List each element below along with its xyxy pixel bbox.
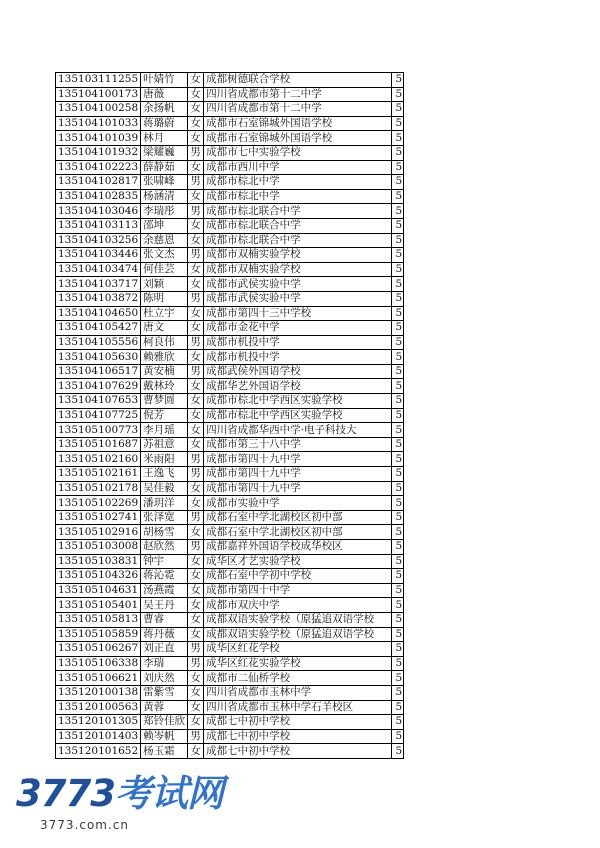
- student-name-cell: 汤燕霞: [141, 583, 188, 598]
- student-name-cell: 余扬帆: [141, 102, 188, 117]
- student-name-cell: 苏祖意: [141, 437, 188, 452]
- score-cell: 5: [392, 277, 404, 292]
- exam-number-cell: 135105104326: [56, 569, 141, 584]
- gender-cell: 女: [188, 685, 204, 700]
- table-row: [56, 116, 404, 131]
- student-name-cell: 梁耀巍: [141, 145, 188, 160]
- score-cell: 5: [392, 102, 404, 117]
- table-row: [56, 175, 404, 190]
- school-cell: 成都市二仙桥学校: [204, 671, 392, 686]
- table-row: [56, 394, 404, 409]
- table-row: [56, 321, 404, 336]
- exam-number-cell: 135105104631: [56, 583, 141, 598]
- score-cell: 5: [392, 685, 404, 700]
- student-name-cell: 林月: [141, 131, 188, 146]
- gender-cell: 女: [188, 423, 204, 438]
- student-name-cell: 黄安楠: [141, 364, 188, 379]
- table-row: [56, 408, 404, 423]
- exam-number-cell: 135104106517: [56, 364, 141, 379]
- score-cell: 5: [392, 554, 404, 569]
- gender-cell: 女: [188, 306, 204, 321]
- score-cell: 5: [392, 656, 404, 671]
- school-cell: 成都七中初中学校: [204, 744, 392, 759]
- table-row: [56, 189, 404, 204]
- school-cell: 成都树德联合学校: [204, 73, 392, 88]
- gender-cell: 女: [188, 233, 204, 248]
- school-cell: 成都市第四十九中学: [204, 452, 392, 467]
- exam-number-cell: 135105102916: [56, 525, 141, 540]
- school-cell: 成都双语实验学校（原猛追双语学校: [204, 612, 392, 627]
- table-row: [56, 598, 404, 613]
- table-row: [56, 671, 404, 686]
- school-cell: 成华区红花实验学校: [204, 656, 392, 671]
- student-name-cell: 刘颖: [141, 277, 188, 292]
- gender-cell: 女: [188, 262, 204, 277]
- score-cell: 5: [392, 350, 404, 365]
- gender-cell: 女: [188, 744, 204, 759]
- score-cell: 5: [392, 467, 404, 482]
- score-cell: 5: [392, 131, 404, 146]
- student-name-cell: 吴王丹: [141, 598, 188, 613]
- school-cell: 成都市双楠实验学校: [204, 248, 392, 263]
- table-row: [56, 583, 404, 598]
- school-cell: 成都武侯外国语学校: [204, 364, 392, 379]
- score-cell: 5: [392, 642, 404, 657]
- score-cell: 5: [392, 627, 404, 642]
- exam-number-cell: 135105102161: [56, 467, 141, 482]
- exam-number-cell: 135104105556: [56, 335, 141, 350]
- gender-cell: 女: [188, 394, 204, 409]
- school-cell: 四川省成都市玉林中学: [204, 685, 392, 700]
- student-name-cell: 王逸飞: [141, 467, 188, 482]
- score-cell: 5: [392, 321, 404, 336]
- school-cell: 成都市实验中学: [204, 496, 392, 511]
- student-name-cell: 蒋沁霓: [141, 569, 188, 584]
- student-name-cell: 唐薇: [141, 87, 188, 102]
- school-cell: 成都市棕北联合中学: [204, 218, 392, 233]
- score-cell: 5: [392, 612, 404, 627]
- student-name-cell: 吴佳毅: [141, 481, 188, 496]
- exam-number-cell: 135105105813: [56, 612, 141, 627]
- student-name-cell: 蒋丹薇: [141, 627, 188, 642]
- score-cell: 5: [392, 481, 404, 496]
- student-name-cell: 薛静茹: [141, 160, 188, 175]
- school-cell: 四川省成都市第十二中学: [204, 102, 392, 117]
- student-name-cell: 杨玉霜: [141, 744, 188, 759]
- student-name-cell: 赖雅欣: [141, 350, 188, 365]
- exam-number-cell: 135104102817: [56, 175, 141, 190]
- school-cell: 成都华艺外国语学校: [204, 379, 392, 394]
- school-cell: 成都市第四十九中学: [204, 481, 392, 496]
- score-cell: 5: [392, 525, 404, 540]
- score-cell: 5: [392, 569, 404, 584]
- gender-cell: 男: [188, 540, 204, 555]
- gender-cell: 女: [188, 554, 204, 569]
- school-cell: 成都市双庆中学: [204, 598, 392, 613]
- student-list-table: [55, 72, 404, 759]
- school-cell: 成都七中初中学校: [204, 729, 392, 744]
- exam-number-cell: 135104101039: [56, 131, 141, 146]
- student-name-cell: 何佳芸: [141, 262, 188, 277]
- score-cell: 5: [392, 437, 404, 452]
- exam-number-cell: 135105102741: [56, 510, 141, 525]
- school-cell: 成都石室中学北湖校区初中部: [204, 510, 392, 525]
- student-name-cell: 蒋璐蔚: [141, 116, 188, 131]
- exam-number-cell: 135105106267: [56, 642, 141, 657]
- student-name-cell: 倪芳: [141, 408, 188, 423]
- table-row: [56, 452, 404, 467]
- student-name-cell: 胡杨雪: [141, 525, 188, 540]
- gender-cell: 女: [188, 87, 204, 102]
- table-row: [56, 73, 404, 88]
- table-row: [56, 627, 404, 642]
- score-cell: 5: [392, 248, 404, 263]
- exam-number-cell: 135104103113: [56, 218, 141, 233]
- school-cell: 四川省成都市第十二中学: [204, 87, 392, 102]
- student-name-cell: 李瑞彤: [141, 204, 188, 219]
- score-cell: 5: [392, 379, 404, 394]
- exam-number-cell: 135105103008: [56, 540, 141, 555]
- table-row: [56, 496, 404, 511]
- table-row: [56, 685, 404, 700]
- exam-number-cell: 135105106621: [56, 671, 141, 686]
- exam-number-cell: 135105102178: [56, 481, 141, 496]
- gender-cell: 女: [188, 700, 204, 715]
- table-row: [56, 379, 404, 394]
- table-row: [56, 481, 404, 496]
- exam-number-cell: 135105105859: [56, 627, 141, 642]
- gender-cell: 女: [188, 671, 204, 686]
- score-cell: 5: [392, 116, 404, 131]
- student-name-cell: 曹睿: [141, 612, 188, 627]
- school-cell: 成都市棕北联合中学: [204, 233, 392, 248]
- student-name-cell: 刘正直: [141, 642, 188, 657]
- gender-cell: 女: [188, 350, 204, 365]
- gender-cell: 女: [188, 481, 204, 496]
- exam-number-cell: 135104103474: [56, 262, 141, 277]
- gender-cell: 男: [188, 248, 204, 263]
- student-name-cell: 余慈恩: [141, 233, 188, 248]
- school-cell: 成都市第四十三中学校: [204, 306, 392, 321]
- gender-cell: 男: [188, 467, 204, 482]
- school-cell: 成都市武侯实验中学: [204, 277, 392, 292]
- score-cell: 5: [392, 160, 404, 175]
- exam-number-cell: 135104100258: [56, 102, 141, 117]
- school-cell: 成都七中初中学校: [204, 715, 392, 730]
- gender-cell: 男: [188, 729, 204, 744]
- table-row: [56, 248, 404, 263]
- score-cell: 5: [392, 335, 404, 350]
- score-cell: 5: [392, 452, 404, 467]
- exam-number-cell: 135104101932: [56, 145, 141, 160]
- exam-number-cell: 135105105401: [56, 598, 141, 613]
- exam-number-cell: 135104102223: [56, 160, 141, 175]
- exam-number-cell: 135103111255: [56, 73, 141, 88]
- table-row: [56, 364, 404, 379]
- school-cell: 成都市棕北中学: [204, 175, 392, 190]
- school-cell: 成都石室中学北湖校区初中部: [204, 525, 392, 540]
- score-cell: 5: [392, 729, 404, 744]
- gender-cell: 女: [188, 189, 204, 204]
- table-row: [56, 540, 404, 555]
- exam-number-cell: 135120101652: [56, 744, 141, 759]
- student-name-cell: 李瑞: [141, 656, 188, 671]
- site-url: 3773.com.cn: [40, 818, 129, 832]
- student-name-cell: 戴林玲: [141, 379, 188, 394]
- table-row: [56, 729, 404, 744]
- school-cell: 成都双语实验学校（原猛追双语学校: [204, 627, 392, 642]
- exam-number-cell: 135105101687: [56, 437, 141, 452]
- student-name-cell: 杜立宇: [141, 306, 188, 321]
- table-row: [56, 715, 404, 730]
- gender-cell: 女: [188, 408, 204, 423]
- student-name-cell: 唐文: [141, 321, 188, 336]
- gender-cell: 女: [188, 715, 204, 730]
- student-name-cell: 雷紫雪: [141, 685, 188, 700]
- score-cell: 5: [392, 598, 404, 613]
- exam-number-cell: 135104107653: [56, 394, 141, 409]
- score-cell: 5: [392, 87, 404, 102]
- student-name-cell: 李月瑶: [141, 423, 188, 438]
- school-cell: 成都市棕北中学西区实验学校: [204, 394, 392, 409]
- table-row: [56, 291, 404, 306]
- school-cell: 成都市石室锦城外国语学校: [204, 131, 392, 146]
- logo-chinese: 考试网: [114, 772, 223, 815]
- gender-cell: 男: [188, 642, 204, 657]
- school-cell: 成都市机投中学: [204, 350, 392, 365]
- table-row: [56, 145, 404, 160]
- gender-cell: 女: [188, 102, 204, 117]
- exam-number-cell: 135104103717: [56, 277, 141, 292]
- school-cell: 成都市第四十九中学: [204, 467, 392, 482]
- school-cell: 成都市棕北中学: [204, 189, 392, 204]
- gender-cell: 女: [188, 160, 204, 175]
- score-cell: 5: [392, 364, 404, 379]
- gender-cell: 男: [188, 510, 204, 525]
- score-cell: 5: [392, 423, 404, 438]
- exam-number-cell: 135104105630: [56, 350, 141, 365]
- student-name-cell: 钟宇: [141, 554, 188, 569]
- gender-cell: 女: [188, 569, 204, 584]
- school-cell: 成都市棕北联合中学: [204, 204, 392, 219]
- score-cell: 5: [392, 394, 404, 409]
- gender-cell: 男: [188, 145, 204, 160]
- school-cell: 成都市金花中学: [204, 321, 392, 336]
- score-cell: 5: [392, 73, 404, 88]
- school-cell: 四川省成都华西中学·电子科技大: [204, 423, 392, 438]
- gender-cell: 男: [188, 335, 204, 350]
- student-name-cell: 曹梦圆: [141, 394, 188, 409]
- school-cell: 成都石室中学初中学校: [204, 569, 392, 584]
- gender-cell: 女: [188, 379, 204, 394]
- score-cell: 5: [392, 496, 404, 511]
- school-cell: 成都市七中实验学校: [204, 145, 392, 160]
- gender-cell: 男: [188, 656, 204, 671]
- student-name-cell: 杨涵清: [141, 189, 188, 204]
- score-cell: 5: [392, 700, 404, 715]
- student-name-cell: 邵坤: [141, 218, 188, 233]
- table-row: [56, 102, 404, 117]
- gender-cell: 男: [188, 364, 204, 379]
- school-cell: 成都市第三十八中学: [204, 437, 392, 452]
- exam-number-cell: 135105102160: [56, 452, 141, 467]
- exam-number-cell: 135104103446: [56, 248, 141, 263]
- table-row: [56, 569, 404, 584]
- exam-number-cell: 135105106338: [56, 656, 141, 671]
- exam-number-cell: 135104107725: [56, 408, 141, 423]
- school-cell: 成都市武侯实验中学: [204, 291, 392, 306]
- table-row: [56, 554, 404, 569]
- exam-number-cell: 135104103256: [56, 233, 141, 248]
- school-cell: 成都嘉祥外国语学校成华校区: [204, 540, 392, 555]
- table-row: [56, 612, 404, 627]
- table-row: [56, 131, 404, 146]
- exam-number-cell: 135105103831: [56, 554, 141, 569]
- gender-cell: 女: [188, 627, 204, 642]
- table-row: [56, 160, 404, 175]
- school-cell: 成都市双楠实验学校: [204, 262, 392, 277]
- score-cell: 5: [392, 291, 404, 306]
- exam-number-cell: 135105100773: [56, 423, 141, 438]
- score-cell: 5: [392, 671, 404, 686]
- table-row: [56, 744, 404, 759]
- table-row: [56, 233, 404, 248]
- exam-number-cell: 135104101033: [56, 116, 141, 131]
- table-row: [56, 423, 404, 438]
- table-row: [56, 700, 404, 715]
- table-row: [56, 218, 404, 233]
- gender-cell: 女: [188, 583, 204, 598]
- table-row: [56, 262, 404, 277]
- exam-number-cell: 135104104650: [56, 306, 141, 321]
- gender-cell: 女: [188, 277, 204, 292]
- score-cell: 5: [392, 510, 404, 525]
- gender-cell: 男: [188, 175, 204, 190]
- score-cell: 5: [392, 744, 404, 759]
- student-name-cell: 张文杰: [141, 248, 188, 263]
- score-cell: 5: [392, 262, 404, 277]
- student-name-cell: 潘玥洋: [141, 496, 188, 511]
- exam-number-cell: 135104107629: [56, 379, 141, 394]
- student-name-cell: 黄蓉: [141, 700, 188, 715]
- student-name-cell: 柯良伟: [141, 335, 188, 350]
- table-row: [56, 510, 404, 525]
- gender-cell: 女: [188, 496, 204, 511]
- site-logo: [16, 774, 223, 814]
- exam-number-cell: 135120101305: [56, 715, 141, 730]
- student-name-cell: 米雨阳: [141, 452, 188, 467]
- student-name-cell: 张泽宽: [141, 510, 188, 525]
- school-cell: 成都市石室锦城外国语学校: [204, 116, 392, 131]
- student-name-cell: 赵欣然: [141, 540, 188, 555]
- score-cell: 5: [392, 189, 404, 204]
- table-row: [56, 306, 404, 321]
- gender-cell: 女: [188, 73, 204, 88]
- table-row: [56, 277, 404, 292]
- student-name-cell: 赖岑帆: [141, 729, 188, 744]
- gender-cell: 女: [188, 525, 204, 540]
- school-cell: 成都市西川中学: [204, 160, 392, 175]
- school-cell: 成华区红花学校: [204, 642, 392, 657]
- student-name-cell: 陈明: [141, 291, 188, 306]
- table-row: [56, 350, 404, 365]
- score-cell: 5: [392, 583, 404, 598]
- exam-number-cell: 135104105427: [56, 321, 141, 336]
- score-cell: 5: [392, 715, 404, 730]
- gender-cell: 女: [188, 437, 204, 452]
- score-cell: 5: [392, 175, 404, 190]
- score-cell: 5: [392, 408, 404, 423]
- table-row: [56, 204, 404, 219]
- school-cell: 四川省成都市玉林中学石羊校区: [204, 700, 392, 715]
- score-cell: 5: [392, 145, 404, 160]
- student-name-cell: 张啸峰: [141, 175, 188, 190]
- gender-cell: 女: [188, 321, 204, 336]
- table-row: [56, 87, 404, 102]
- exam-number-cell: 135104102835: [56, 189, 141, 204]
- exam-number-cell: 135104103872: [56, 291, 141, 306]
- gender-cell: 女: [188, 612, 204, 627]
- logo-digits: 3773: [16, 772, 115, 815]
- student-name-cell: 郑铃佳欣: [141, 715, 188, 730]
- gender-cell: 男: [188, 291, 204, 306]
- score-cell: 5: [392, 306, 404, 321]
- student-name-cell: 叶婧竹: [141, 73, 188, 88]
- exam-number-cell: 135120101403: [56, 729, 141, 744]
- gender-cell: 男: [188, 204, 204, 219]
- table-row: [56, 467, 404, 482]
- exam-number-cell: 135120100138: [56, 685, 141, 700]
- exam-number-cell: 135105102269: [56, 496, 141, 511]
- exam-number-cell: 135104100173: [56, 87, 141, 102]
- student-name-cell: 刘庆然: [141, 671, 188, 686]
- exam-number-cell: 135120100563: [56, 700, 141, 715]
- school-cell: 成都市棕北中学西区实验学校: [204, 408, 392, 423]
- score-cell: 5: [392, 218, 404, 233]
- table-row: [56, 437, 404, 452]
- school-cell: 成都市第四十中学: [204, 583, 392, 598]
- table-row: [56, 335, 404, 350]
- score-cell: 5: [392, 233, 404, 248]
- gender-cell: 女: [188, 131, 204, 146]
- school-cell: 成都市机投中学: [204, 335, 392, 350]
- score-cell: 5: [392, 540, 404, 555]
- table-row: [56, 656, 404, 671]
- gender-cell: 男: [188, 452, 204, 467]
- gender-cell: 女: [188, 598, 204, 613]
- school-cell: 成华区才艺实验学校: [204, 554, 392, 569]
- exam-number-cell: 135104103046: [56, 204, 141, 219]
- table-row: [56, 642, 404, 657]
- score-cell: 5: [392, 204, 404, 219]
- gender-cell: 女: [188, 116, 204, 131]
- gender-cell: 女: [188, 218, 204, 233]
- table-row: [56, 525, 404, 540]
